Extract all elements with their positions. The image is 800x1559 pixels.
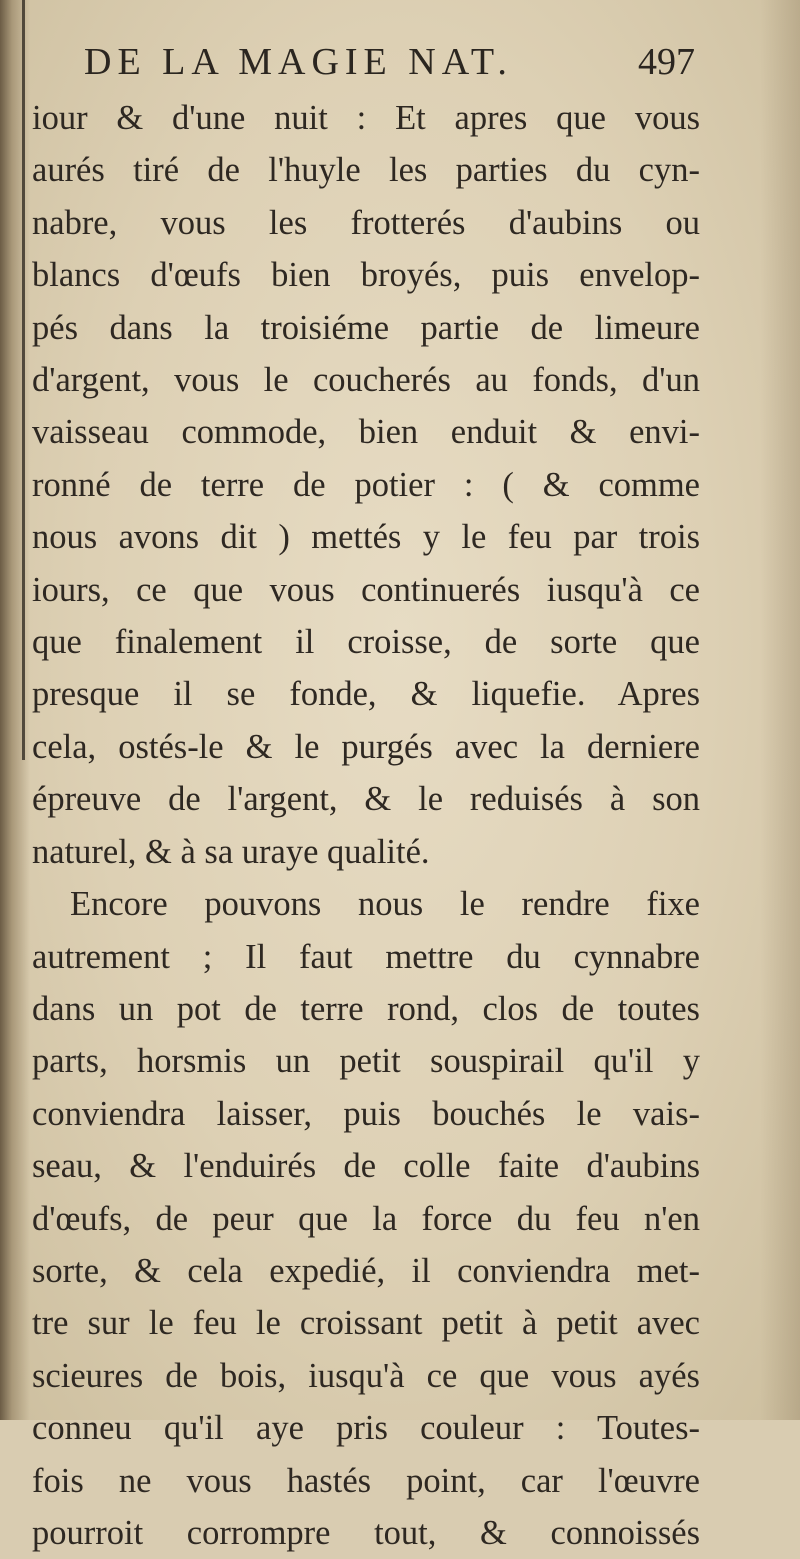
page-number: 497 bbox=[638, 41, 695, 83]
text-line: nous avons dit ) mettés y le feu par trois bbox=[32, 518, 700, 557]
running-title: DE LA MAGIE NAT. bbox=[84, 41, 513, 83]
text-line: pourroit corrompre tout, & connoissés bbox=[32, 1513, 700, 1552]
text-line: fois ne vous hastés point, car l'œuvre bbox=[32, 1461, 700, 1500]
text-line: pés dans la troisiéme partie de limeure bbox=[32, 308, 700, 347]
text-line: nabre, vous les frotterés d'aubins ou bbox=[32, 203, 700, 242]
text-line: autrement ; Il faut mettre du cynnabre bbox=[32, 937, 700, 976]
text-line: presque il se fonde, & liquefie. Apres bbox=[32, 675, 700, 714]
text-line: blancs d'œufs bien broyés, puis envelop- bbox=[32, 256, 700, 295]
text-line: iours, ce que vous continuerés iusqu'à ce bbox=[32, 570, 700, 609]
paragraph-start-line: Encore pouvons nous le rendre fixe bbox=[70, 885, 700, 924]
text-line: tre sur le feu le croissant petit à petit avec bbox=[32, 1304, 700, 1343]
text-line: vaisseau commode, bien enduit & envi- bbox=[32, 413, 700, 452]
text-line: ronné de terre de potier : ( & comme bbox=[32, 465, 700, 504]
binding-gutter bbox=[22, 0, 25, 760]
text-line: cela, ostés-le & le purgés avec la derniere bbox=[32, 727, 700, 766]
text-line: que finalement il croisse, de sorte que bbox=[32, 623, 700, 662]
text-line: sorte, & cela expedié, il conviendra met- bbox=[32, 1251, 700, 1290]
text-line: conviendra laisser, puis bouchés le vais- bbox=[32, 1094, 700, 1133]
text-line: épreuve de l'argent, & le reduisés à son bbox=[32, 780, 700, 819]
text-line: parts, horsmis un petit souspirail qu'il y bbox=[32, 1042, 700, 1081]
text-line: dans un pot de terre rond, clos de toutes bbox=[32, 989, 700, 1028]
text-line: aurés tiré de l'huyle les parties du cyn- bbox=[32, 151, 700, 190]
page-header bbox=[70, 40, 695, 92]
text-line: seau, & l'enduirés de colle faite d'aubins bbox=[32, 1147, 700, 1186]
text-line: d'œufs, de peur que la force du feu n'en bbox=[32, 1199, 700, 1238]
text-line: conneu qu'il aye pris couleur : Toutes- bbox=[32, 1409, 700, 1448]
text-line: iour & d'une nuit : Et apres que vous bbox=[32, 99, 700, 137]
text-line: d'argent, vous le coucherés au fonds, d'un bbox=[32, 361, 700, 400]
paragraph-end-line: naturel, & à sa uraye qualité. bbox=[32, 832, 430, 871]
text-line: scieures de bois, iusqu'à ce que vous ayés bbox=[32, 1356, 700, 1395]
body-text bbox=[32, 92, 722, 1559]
